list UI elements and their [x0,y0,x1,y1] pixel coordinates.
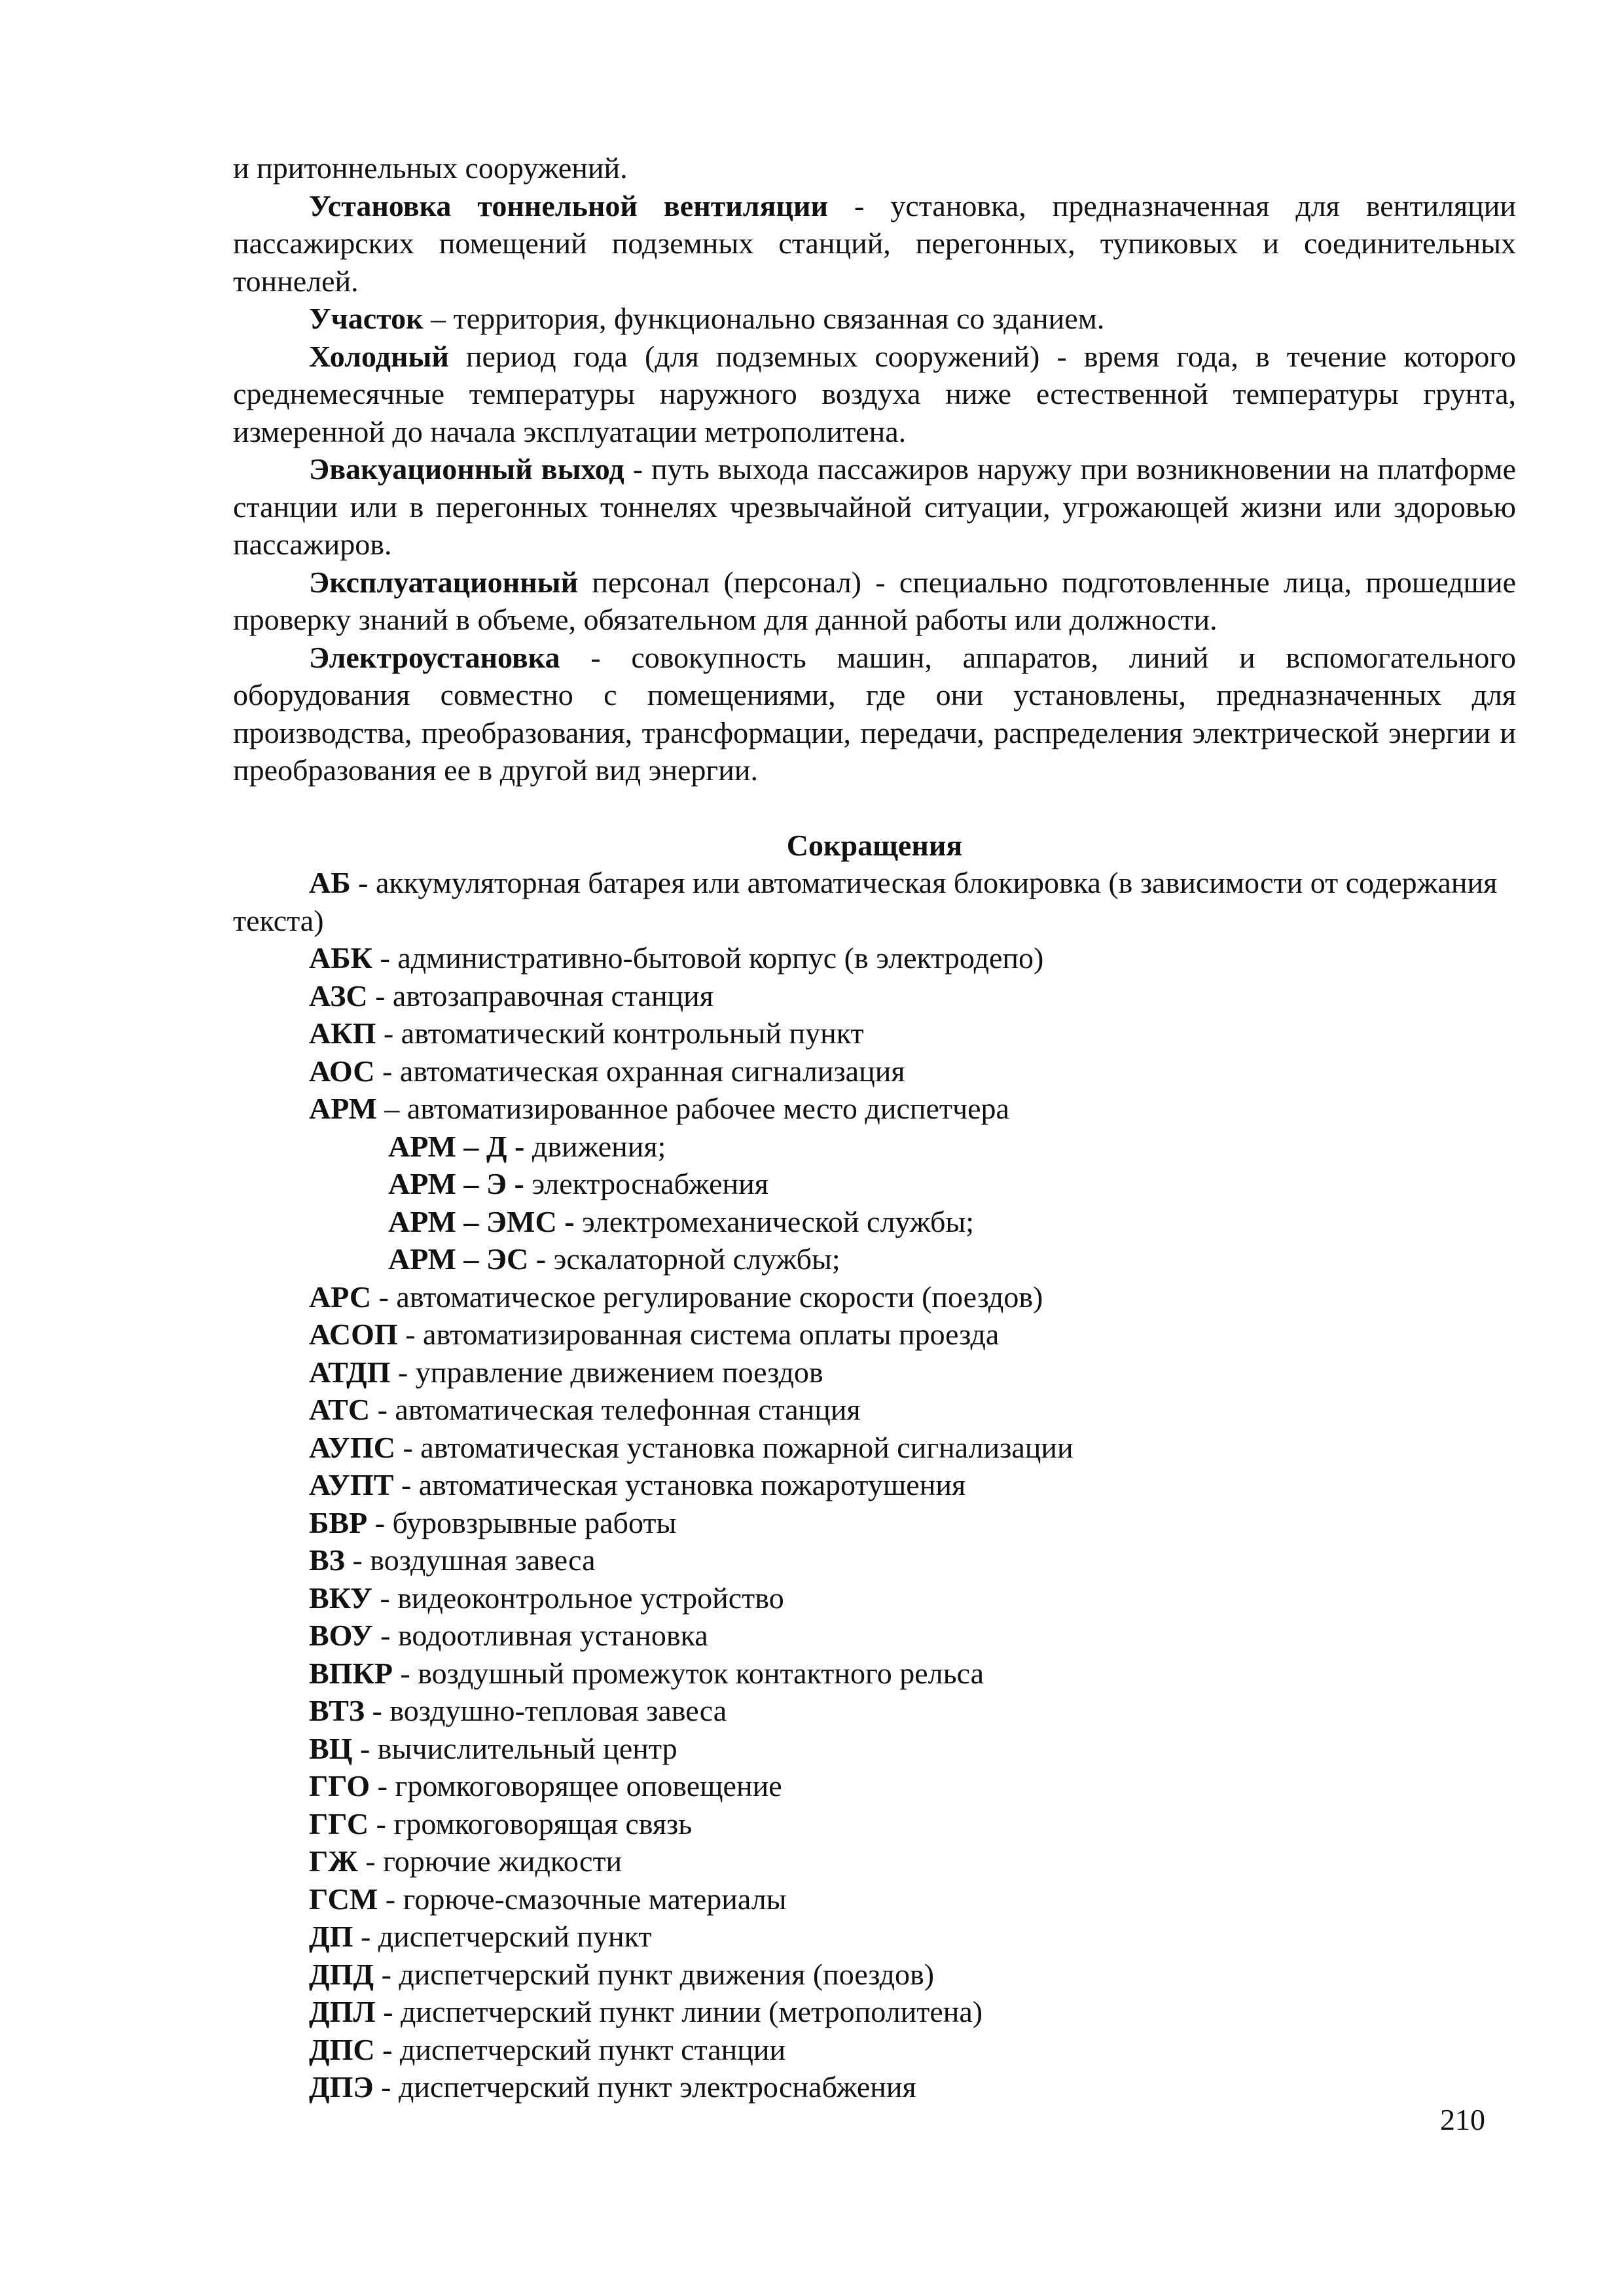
abbreviation-item: ДП - диспетчерский пункт [309,1920,652,1953]
definition-text: - установка, предназначенная для вентиляции пассажирских помещений подземных станций, перегонных, тупиковых и соединительных тоннелей. [233,188,1516,298]
abbreviation-item: ДПС - диспетчерский пункт станции [309,2032,786,2066]
document-page [233,149,1516,2106]
definition-term: Эвакуационный выход [309,452,624,486]
definition-term: Установка тоннельной вентиляции [309,188,828,223]
abbreviation-item: ДПД - диспетчерский пункт движения (поездов) [309,1957,935,1991]
abbreviation-item: АКП - автоматический контрольный пункт [309,1016,864,1050]
abbreviation-item: АУПТ - автоматическая установка пожаротушения [309,1468,966,1501]
abbreviation-item: ГЖ - горючие жидкости [309,1844,623,1878]
abbreviation-item: АБ - аккумуляторная батарея или автоматическая блокировка (в зависимости от содержания текста) [233,866,1498,937]
definition-cold-period [233,338,1516,451]
abbreviation-item: ДПЛ - диспетчерский пункт линии (метрополитена) [309,1995,983,2028]
definition-plot [233,300,1516,338]
abbreviation-item: АЗС - автозаправочная станция [309,978,713,1013]
abbreviation-item: АТДП - управление движением поездов [309,1355,823,1389]
definition-text: – территория, функционально связанная со зданием. [423,302,1105,335]
abbreviation-subitem: АРМ – ЭС - эскалаторной службы; [388,1242,840,1276]
definition-term: Холодный [309,339,449,373]
definition-term: Эксплуатационный [309,565,579,599]
abbreviation-item: АСОП - автоматизированная система оплаты проезда [309,1318,1000,1351]
definition-term: Участок [309,302,424,335]
definition-operational-staff [233,564,1516,639]
definition-text: период года (для подземных сооружений) - время года, в течение которого среднемесячные температуры наружного воздуха ниже естественной температуры грунта, измеренной до начала эксплуатации метрополитена. [233,339,1516,448]
abbreviation-item: АОС - автоматическая охранная сигнализация [309,1054,905,1088]
abbreviation-item: ГГО - громкоговорящее оповещение [309,1769,782,1803]
page-number: 210 [1440,2103,1485,2136]
definition-electrical-installation [233,639,1516,789]
abbreviation-item: ВКУ - видеоконтрольное устройство [309,1581,784,1615]
abbreviation-item: ВПКР - воздушный промежуток контактного рельса [309,1656,984,1690]
abbreviation-item: ВТЗ - воздушно-тепловая завеса [309,1694,727,1727]
abbreviation-item: АРС - автоматическое регулирование скорости (поездов) [309,1280,1043,1314]
abbreviation-item: ВОУ - водоотливная установка [309,1619,708,1652]
intro-fragment: и притоннельных сооружений. [233,151,628,185]
abbreviation-subitem: АРМ – Д - движения; [388,1129,666,1163]
definition-emergency-exit [233,450,1516,564]
abbreviation-item: АУПС - автоматическая установка пожарной сигнализации [309,1430,1074,1464]
abbreviation-item: ВЗ - воздушная завеса [309,1543,596,1577]
abbreviation-subitem: АРМ – Э - электроснабжения [388,1167,768,1200]
definition-text: персонал (персонал) - специально подготовленные лица, прошедшие проверку знаний в объеме, обязательном для данной работы или должности. [233,565,1516,636]
definition-text: - совокупность машин, аппаратов, линий и вспомогательного оборудования совместно с помещениями, где они установлены, предназначенных для производства, преобразования, трансформации, передачи, распределения электрической энергии и преобразования ее в другой вид энергии. [233,640,1516,787]
definition-term: Электроустановка [309,640,560,674]
abbreviation-item: ВЦ - вычислительный центр [309,1731,677,1765]
abbreviation-item: ГГС - громкоговорящая связь [309,1806,693,1840]
abbreviation-item: АТС - автоматическая телефонная станция [309,1393,861,1426]
abbreviation-item: ДПЭ - диспетчерский пункт электроснабжения [309,2070,916,2104]
abbreviation-item: АБК - административно-бытовой корпус (в электродепо) [309,941,1044,975]
abbreviation-item: АРМ – автоматизированное рабочее место диспетчера [309,1092,1009,1125]
abbreviations-heading: Сокращения [786,828,963,862]
abbreviation-item: ГСМ - горюче-смазочные материалы [309,1882,787,1916]
definition-text: - путь выхода пассажиров наружу при возникновении на платформе станции или в перегонных тоннелях чрезвычайной ситуации, угрожающей жизни или здоровью пассажиров. [233,452,1517,561]
abbreviation-subitem: АРМ – ЭМС - электромеханической службы; [388,1204,975,1238]
definition-tunnel-ventilation [233,187,1516,300]
abbreviation-item: БВР - буровзрывные работы [309,1505,677,1539]
